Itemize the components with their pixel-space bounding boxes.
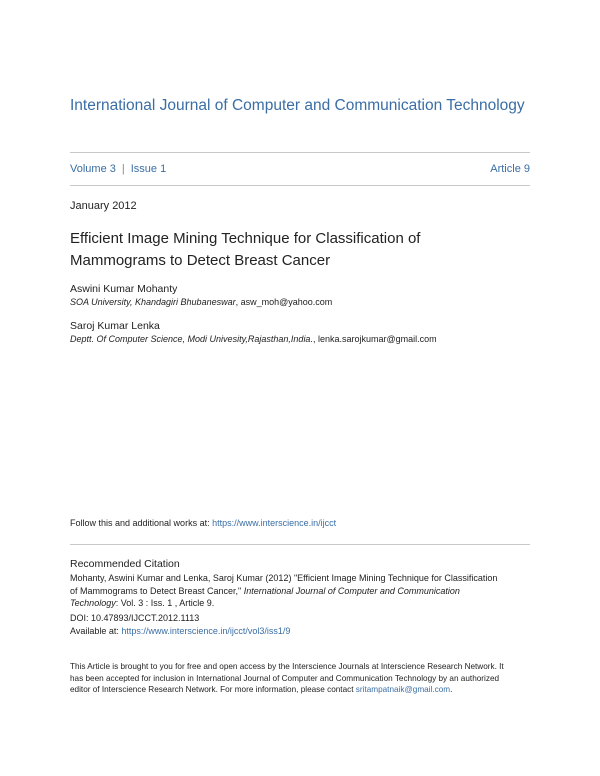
available-label: Available at: bbox=[70, 626, 122, 636]
contact-email-link[interactable]: sritampatnaik@gmail.com bbox=[355, 685, 451, 694]
volume-link[interactable]: Volume 3 bbox=[70, 163, 116, 175]
journal-title-link[interactable]: International Journal of Computer and Communication Technology bbox=[70, 97, 525, 114]
issue-meta-row bbox=[70, 163, 530, 175]
author-name: Saroj Kumar Lenka bbox=[70, 320, 160, 332]
follow-link[interactable]: https://www.interscience.in/ijcct bbox=[212, 518, 337, 528]
footer-text: This Article is brought to you for free and open access by the Interscience Journals at Interscience Research Network. It has been accepted for inclusion in International Journal of Computer and Communication Technology by an authorized editor of Interscience Research Network. For more information, please contact bbox=[70, 662, 504, 694]
author-email: lenka.sarojkumar@gmail.com bbox=[317, 334, 437, 344]
author-affiliation: Deptt. Of Computer Science, Modi Univesity,Rajasthan,India., lenka.sarojkumar@gmail.com bbox=[70, 334, 437, 344]
citation-journal: International Journal of Computer and Communication Technology bbox=[70, 585, 460, 608]
footer-end: . bbox=[450, 685, 453, 694]
doi-text: DOI: 10.47893/IJCCT.2012.1113 bbox=[70, 613, 200, 623]
author-email: asw_moh@yahoo.com bbox=[240, 297, 333, 307]
recommended-citation-heading: Recommended Citation bbox=[70, 558, 180, 570]
paper-title: Efficient Image Mining Technique for Classification of Mammograms to Detect Breast Cancer bbox=[70, 230, 421, 269]
divider-citation bbox=[70, 544, 530, 545]
citation-plain: Mohanty, Aswini Kumar and Lenka, Saroj Kumar (2012) "Efficient Image Mining Technique for Classification of Mammograms to Detect Breast Cancer," bbox=[70, 573, 498, 596]
article-link[interactable]: Article 9 bbox=[490, 163, 530, 175]
footer-notice bbox=[70, 661, 510, 696]
citation-text bbox=[70, 572, 500, 610]
available-at-line bbox=[70, 626, 290, 636]
divider-meta bbox=[70, 185, 530, 186]
citation-tail: : Vol. 3 : Iss. 1 , Article 9. bbox=[115, 598, 215, 608]
publication-date: January 2012 bbox=[70, 200, 137, 212]
affiliation-text: Deptt. Of Computer Science, Modi Univesity,Rajasthan,India. bbox=[70, 334, 313, 344]
affiliation-text: SOA University, Khandagiri Bhubaneswar bbox=[70, 297, 236, 307]
author-affiliation: SOA University, Khandagiri Bhubaneswar, asw_moh@yahoo.com bbox=[70, 297, 333, 307]
follow-line bbox=[70, 518, 336, 528]
author-name: Aswini Kumar Mohanty bbox=[70, 283, 178, 295]
divider-top bbox=[70, 152, 530, 153]
issue-link[interactable]: Issue 1 bbox=[130, 163, 167, 175]
follow-text: Follow this and additional works at: bbox=[70, 518, 213, 528]
available-link[interactable]: https://www.interscience.in/ijcct/vol3/iss1/9 bbox=[121, 626, 291, 636]
meta-separator: | bbox=[121, 163, 125, 175]
